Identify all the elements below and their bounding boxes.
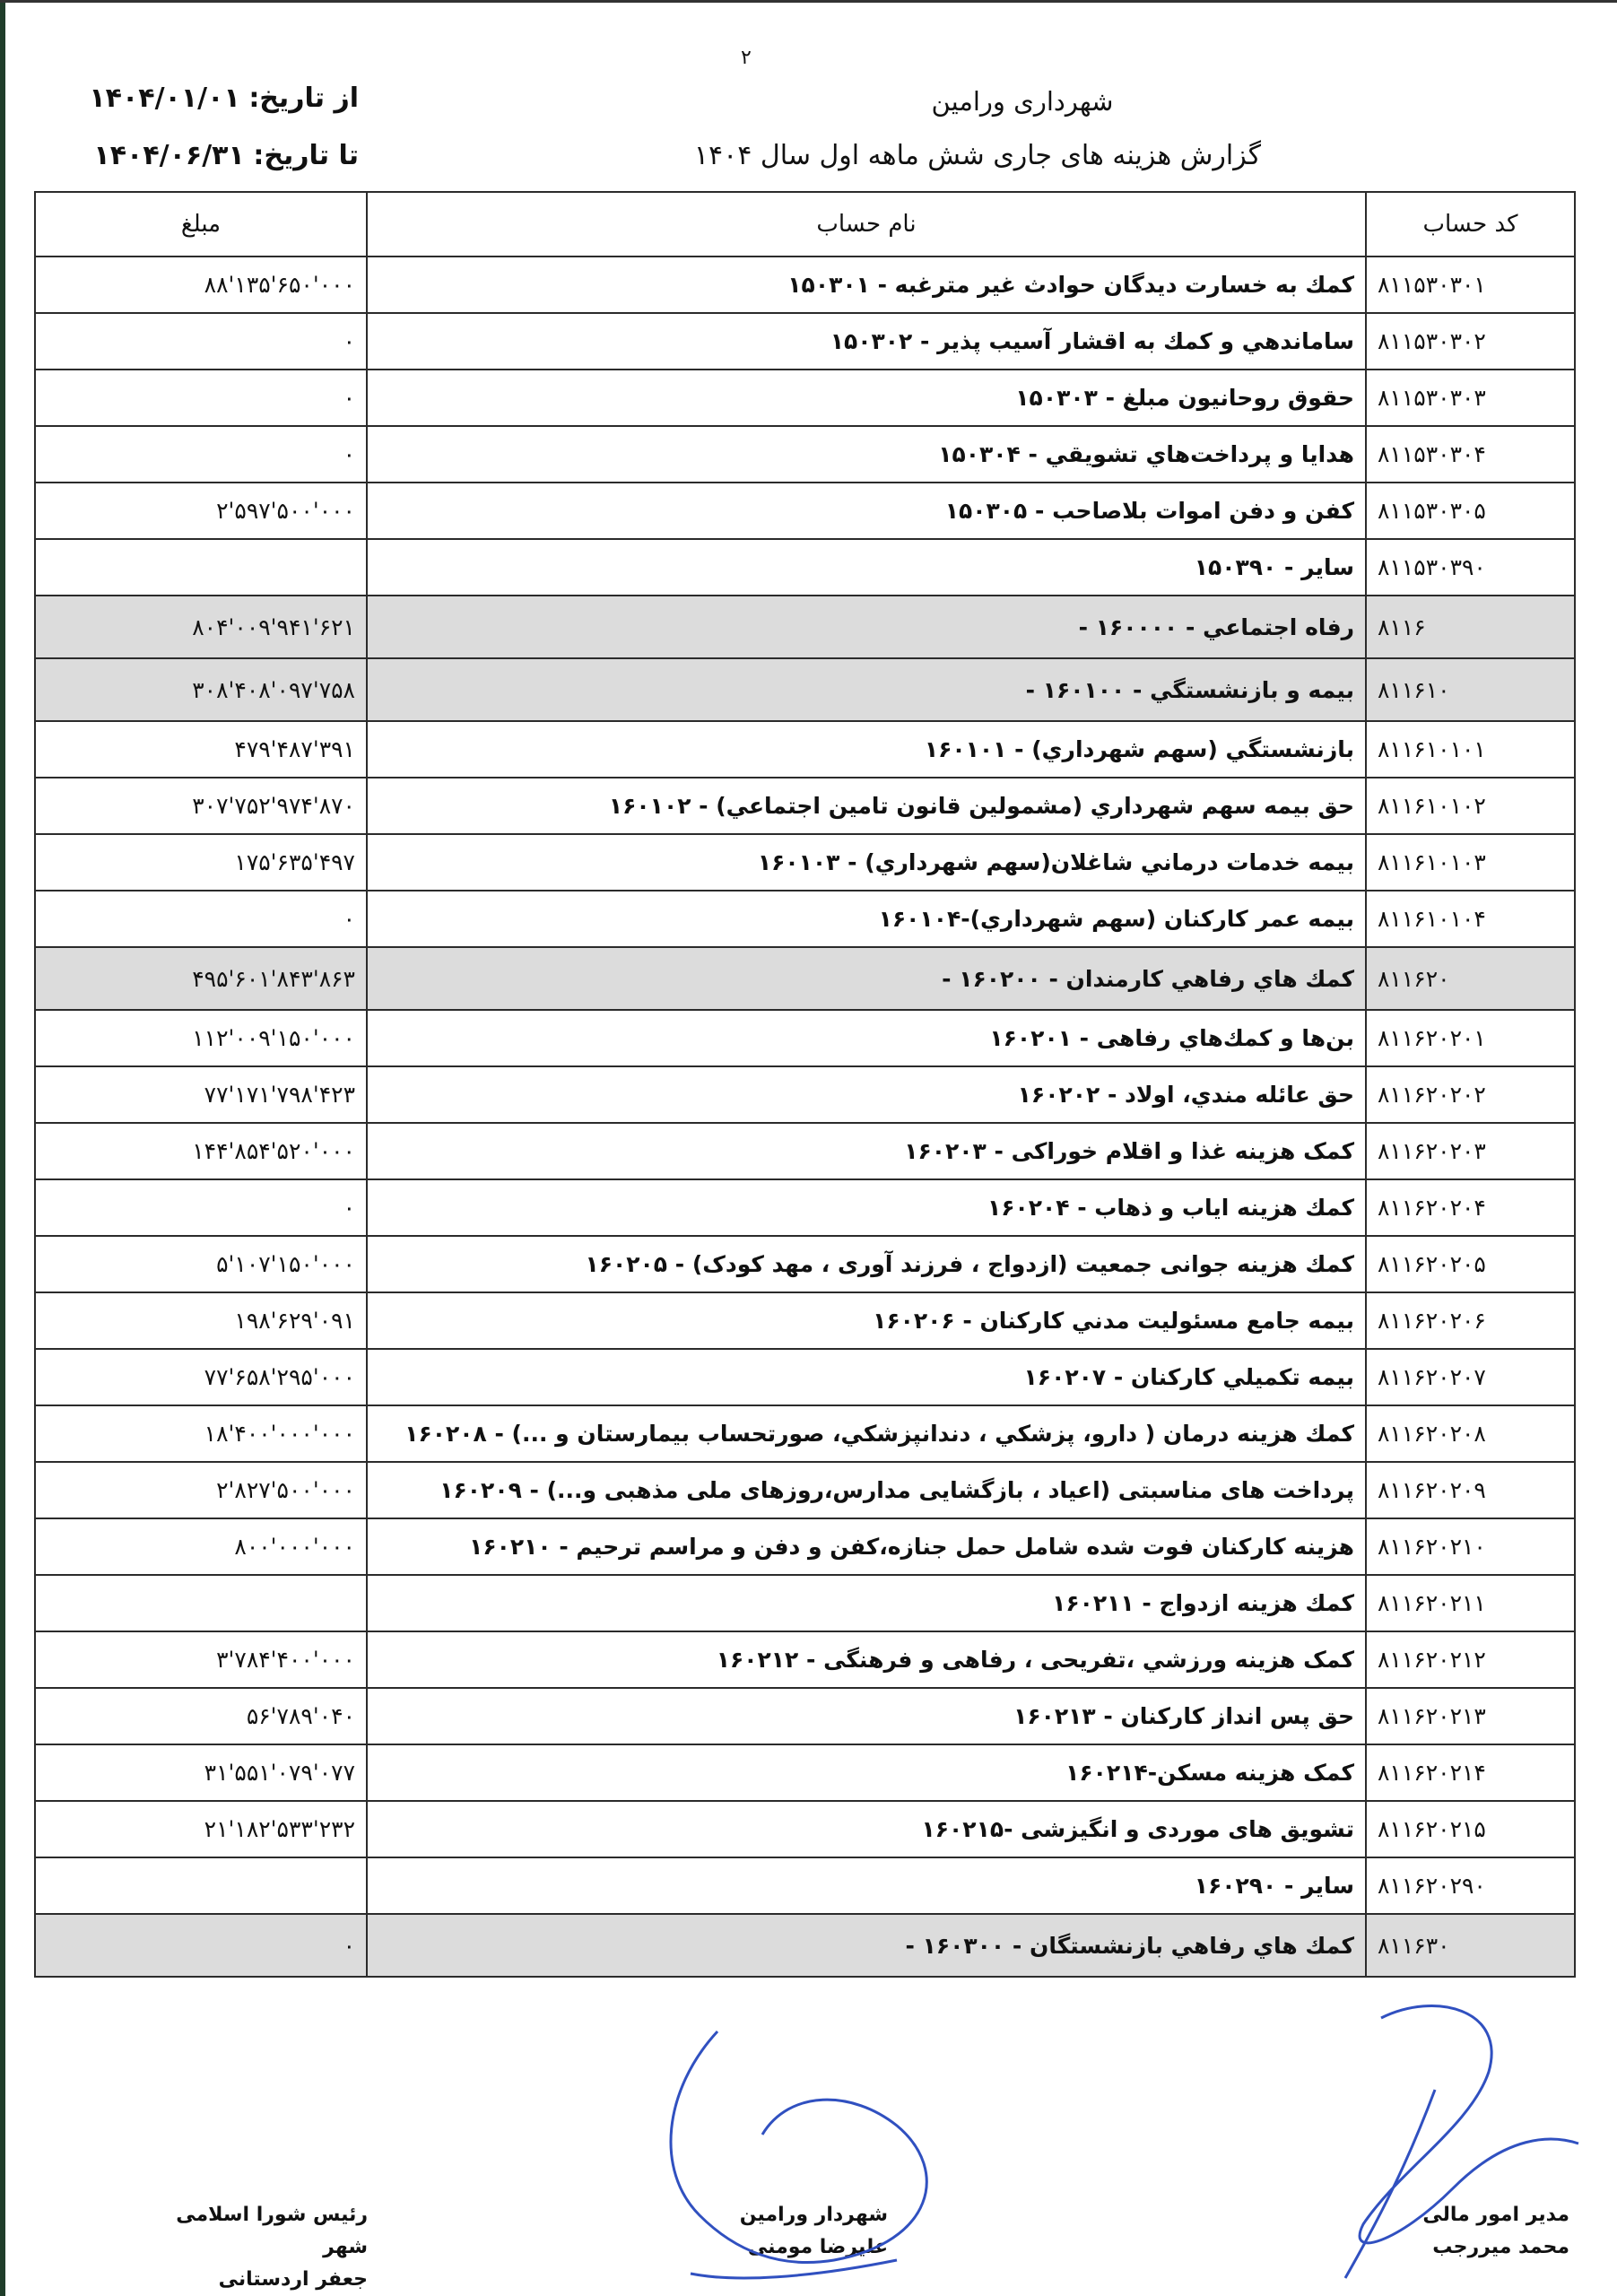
signatory-finance-manager <box>1363 2199 1569 2264</box>
amount-cell: ۵۶'۷۸۹'۰۴۰ <box>35 1688 367 1744</box>
account-name-cell: کمك به خسارت ديدگان حوادث غير مترغبه - ۱۵۰۳۰۱ <box>367 257 1366 313</box>
amount-cell: ۳'۷۸۴'۴۰۰'۰۰۰ <box>35 1631 367 1688</box>
table-row <box>35 1631 1575 1688</box>
account-code-cell: ۸۱۱۵۳۰۳۰۵ <box>1366 483 1575 539</box>
amount-cell: ۰ <box>35 1914 367 1977</box>
account-name-cell: كمك هزينه اياب و ذهاب - ۱۶۰۲۰۴ <box>367 1179 1366 1236</box>
signatory-name: محمد ميررجب <box>1432 2236 1569 2258</box>
account-code-cell: ۸۱۱۶۱۰۱۰۲ <box>1366 778 1575 834</box>
account-code-cell: ۸۱۱۶۲۰۲۰۷ <box>1366 1349 1575 1405</box>
table-row <box>35 1066 1575 1123</box>
table-summary-row <box>35 658 1575 721</box>
account-code-cell: ۸۱۱۶۲۰۲۰۵ <box>1366 1236 1575 1292</box>
account-code-cell: ۸۱۱۶۲۰۲۱۲ <box>1366 1631 1575 1688</box>
table-summary-row <box>35 1914 1575 1977</box>
date-from-value: ۱۴۰۴/۰۱/۰۱ <box>89 83 240 114</box>
signatory-name: عليرضا مومنی <box>747 2236 888 2258</box>
account-code-cell: ۸۱۱۵۳۰۳۰۳ <box>1366 370 1575 426</box>
account-name-cell: كمک هزينه مسكن-۱۶۰۲۱۴ <box>367 1744 1366 1801</box>
account-code-cell: ۸۱۱۶۲۰۲۱۳ <box>1366 1688 1575 1744</box>
amount-cell: ۸۸'۱۳۵'۶۵۰'۰۰۰ <box>35 257 367 313</box>
table-row <box>35 891 1575 947</box>
amount-cell: ۳۱'۵۵۱'۰۷۹'۰۷۷ <box>35 1744 367 1801</box>
account-code-cell: ۸۱۱۶۱۰۱۰۴ <box>1366 891 1575 947</box>
amount-cell: ۱۴۴'۸۵۴'۵۲۰'۰۰۰ <box>35 1123 367 1179</box>
account-name-cell: كمك هاي رفاهي كارمندان - ۱۶۰۲۰۰ - <box>367 947 1366 1010</box>
signatory-role: رئيس شورا اسلامی شهر <box>176 2204 368 2258</box>
account-name-cell: بيمه و بازنشستگي - ۱۶۰۱۰۰ - <box>367 658 1366 721</box>
account-code-cell: ۸۱۱۶۲۰۲۰۸ <box>1366 1405 1575 1462</box>
account-name-cell: كمک هزينه غذا و اقلام خوراکی - ۱۶۰۲۰۳ <box>367 1123 1366 1179</box>
account-code-cell: ۸۱۱۶۲۰۲۱۴ <box>1366 1744 1575 1801</box>
table-row <box>35 1857 1575 1914</box>
amount-cell: ۱۹۸'۶۲۹'۰۹۱ <box>35 1292 367 1349</box>
account-code-cell: ۸۱۱۶۱۰۱۰۱ <box>1366 721 1575 778</box>
account-name-cell: حق عائله مندي، اولاد - ۱۶۰۲۰۲ <box>367 1066 1366 1123</box>
table-row <box>35 1518 1575 1575</box>
account-name-cell: بيمه خدمات درماني شاغلان(سهم شهرداري) - ۱۶۰۱۰۳ <box>367 834 1366 891</box>
table-row <box>35 1292 1575 1349</box>
account-code-cell: ۸۱۱۶۲۰۲۰۴ <box>1366 1179 1575 1236</box>
amount-cell: ۰ <box>35 1179 367 1236</box>
amount-cell: ۲'۵۹۷'۵۰۰'۰۰۰ <box>35 483 367 539</box>
account-name-cell: بن‌ها و كمك‌هاي رفاهی - ۱۶۰۲۰۱ <box>367 1010 1366 1066</box>
account-code-cell: ۸۱۱۶۲۰۲۰۹ <box>1366 1462 1575 1518</box>
account-code-cell: ۸۱۱۶۲۰۲۹۰ <box>1366 1857 1575 1914</box>
table-row <box>35 778 1575 834</box>
table-row <box>35 1575 1575 1631</box>
table-row <box>35 1236 1575 1292</box>
amount-cell: ۳۰۸'۴۰۸'۰۹۷'۷۵۸ <box>35 658 367 721</box>
account-code-cell: ۸۱۱۶۲۰۲۰۳ <box>1366 1123 1575 1179</box>
account-name-cell: پرداخت های مناسبتی (اعياد ، بازگشايی مدارس،روزهای ملی مذهبی و...) - ۱۶۰۲۰۹ <box>367 1462 1366 1518</box>
table-row <box>35 1349 1575 1405</box>
amount-cell: ۴۷۹'۴۸۷'۳۹۱ <box>35 721 367 778</box>
account-name-cell: ساير - ۱۶۰۲۹۰ <box>367 1857 1366 1914</box>
table-row <box>35 1462 1575 1518</box>
account-name-cell: كفن و دفن اموات بلاصاحب - ۱۵۰۳۰۵ <box>367 483 1366 539</box>
account-name-cell: كمك هاي رفاهي بازنشستگان - ۱۶۰۳۰۰ - <box>367 1914 1366 1977</box>
column-header-name: نام حساب <box>367 192 1366 257</box>
amount-cell: ۸۰۰'۰۰۰'۰۰۰ <box>35 1518 367 1575</box>
amount-cell: ۲'۸۲۷'۵۰۰'۰۰۰ <box>35 1462 367 1518</box>
column-header-code: کد حساب <box>1366 192 1575 257</box>
date-to-label: تا تاریخ: <box>253 140 359 171</box>
account-name-cell: ساماندهي و كمك به اقشار آسيب پذير - ۱۵۰۳۰۲ <box>367 313 1366 370</box>
amount-cell: ۴۹۵'۶۰۱'۸۴۳'۸۶۳ <box>35 947 367 1010</box>
table-row <box>35 1801 1575 1857</box>
date-from-label: از تاریخ: <box>248 83 359 114</box>
table-summary-row <box>35 596 1575 658</box>
amount-cell: ۰ <box>35 370 367 426</box>
signatory-role: مدير امور مالی <box>1422 2204 1569 2226</box>
account-code-cell: ۸۱۱۶ <box>1366 596 1575 658</box>
account-name-cell: بيمه عمر كاركنان (سهم شهرداري)-۱۶۰۱۰۴ <box>367 891 1366 947</box>
signatory-mayor <box>691 2199 888 2264</box>
table-body <box>35 257 1575 1977</box>
account-code-cell: ۸۱۱۶۲۰۲۰۲ <box>1366 1066 1575 1123</box>
account-name-cell: كمک هزينه ورزشي ،تفريحی ، رفاهی و فرهنگی - ۱۶۰۲۱۲ <box>367 1631 1366 1688</box>
signatory-name: جعفر اردستانی <box>218 2268 368 2291</box>
table-row <box>35 257 1575 313</box>
date-from <box>63 83 359 114</box>
account-code-cell: ۸۱۱۶۱۰۱۰۳ <box>1366 834 1575 891</box>
table-row <box>35 721 1575 778</box>
account-name-cell: بيمه تكميلي كاركنان - ۱۶۰۲۰۷ <box>367 1349 1366 1405</box>
account-name-cell: كمك هزينه جوانی جمعيت (ازدواج ، فرزند آوری ، مهد كودک) - ۱۶۰۲۰۵ <box>367 1236 1366 1292</box>
account-code-cell: ۸۱۱۶۲۰۲۱۱ <box>1366 1575 1575 1631</box>
account-code-cell: ۸۱۱۵۳۰۳۰۲ <box>1366 313 1575 370</box>
amount-cell: ۰ <box>35 313 367 370</box>
scan-top-edge <box>0 0 1617 3</box>
column-header-amount: مبلغ <box>35 192 367 257</box>
amount-cell: ۵'۱۰۷'۱۵۰'۰۰۰ <box>35 1236 367 1292</box>
table-row <box>35 1744 1575 1801</box>
table-row <box>35 1123 1575 1179</box>
account-code-cell: ۸۱۱۶۳۰ <box>1366 1914 1575 1977</box>
page-number: ۲ <box>741 47 752 69</box>
account-name-cell: بازنشستگي (سهم شهرداري) - ۱۶۰۱۰۱ <box>367 721 1366 778</box>
account-code-cell: ۸۱۱۵۳۰۳۰۴ <box>1366 426 1575 483</box>
account-code-cell: ۸۱۱۵۳۰۳۰۱ <box>1366 257 1575 313</box>
account-name-cell: هدايا و پرداخت‌هاي تشويقي - ۱۵۰۳۰۴ <box>367 426 1366 483</box>
account-name-cell: حقوق روحانيون مبلغ - ۱۵۰۳۰۳ <box>367 370 1366 426</box>
amount-cell <box>35 1575 367 1631</box>
table-row <box>35 1179 1575 1236</box>
amount-cell: ۲۱'۱۸۲'۵۳۳'۲۳۲ <box>35 1801 367 1857</box>
amount-cell <box>35 1857 367 1914</box>
table-row <box>35 313 1575 370</box>
account-code-cell: ۸۱۱۶۱۰ <box>1366 658 1575 721</box>
account-name-cell: رفاه اجتماعي - ۱۶۰۰۰۰ - <box>367 596 1366 658</box>
account-code-cell: ۸۱۱۶۲۰۲۰۶ <box>1366 1292 1575 1349</box>
account-code-cell: ۸۱۱۶۲۰۲۰۱ <box>1366 1010 1575 1066</box>
account-name-cell: كمك هزينه ازدواج - ۱۶۰۲۱۱ <box>367 1575 1366 1631</box>
account-name-cell: كمك هزينه درمان ( دارو، پزشكي ، دندانپزشكي، صورتحساب بيمارستان و ...) - ۱۶۰۲۰۸ <box>367 1405 1366 1462</box>
signatory-role: شهردار ورامين <box>739 2204 888 2226</box>
account-code-cell: ۸۱۱۶۲۰۲۱۰ <box>1366 1518 1575 1575</box>
amount-cell: ۸۰۴'۰۰۹'۹۴۱'۶۲۱ <box>35 596 367 658</box>
account-code-cell: ۸۱۱۶۲۰ <box>1366 947 1575 1010</box>
table-row <box>35 426 1575 483</box>
table-row <box>35 539 1575 596</box>
amount-cell: ۷۷'۱۷۱'۷۹۸'۴۲۳ <box>35 1066 367 1123</box>
table-header-row <box>35 192 1575 257</box>
date-to <box>63 140 359 171</box>
amount-cell: ۱۷۵'۶۳۵'۴۹۷ <box>35 834 367 891</box>
account-name-cell: بيمه جامع مسئوليت مدني كاركنان - ۱۶۰۲۰۶ <box>367 1292 1366 1349</box>
account-name-cell: هزينه كاركنان فوت شده شامل حمل جنازه،كفن و دفن و مراسم ترحيم - ۱۶۰۲۱۰ <box>367 1518 1366 1575</box>
report-title: گزارش هزینه های جاری شش ماهه اول سال ۱۴۰۴ <box>693 140 1262 171</box>
table-row <box>35 1010 1575 1066</box>
organization-title: شهرداری ورامین <box>931 86 1114 117</box>
account-code-cell: ۸۱۱۶۲۰۲۱۵ <box>1366 1801 1575 1857</box>
signatory-council-head <box>135 2199 368 2296</box>
account-name-cell: حق پس انداز كاركنان - ۱۶۰۲۱۳ <box>367 1688 1366 1744</box>
account-name-cell: حق بيمه سهم شهرداري (مشمولين قانون تامين اجتماعي) - ۱۶۰۱۰۲ <box>367 778 1366 834</box>
amount-cell <box>35 539 367 596</box>
table-row <box>35 1688 1575 1744</box>
amount-cell: ۷۷'۶۵۸'۲۹۵'۰۰۰ <box>35 1349 367 1405</box>
account-code-cell: ۸۱۱۵۳۰۳۹۰ <box>1366 539 1575 596</box>
account-name-cell: تشويق های موردی و انگيزشی -۱۶۰۲۱۵ <box>367 1801 1366 1857</box>
account-name-cell: ساير - ۱۵۰۳۹۰ <box>367 539 1366 596</box>
amount-cell: ۰ <box>35 891 367 947</box>
expense-table <box>34 191 1576 1978</box>
date-to-value: ۱۴۰۴/۰۶/۳۱ <box>93 140 245 171</box>
amount-cell: ۱۸'۴۰۰'۰۰۰'۰۰۰ <box>35 1405 367 1462</box>
table-row <box>35 483 1575 539</box>
amount-cell: ۰ <box>35 426 367 483</box>
scan-edge <box>0 0 5 2296</box>
amount-cell: ۳۰۷'۷۵۲'۹۷۴'۸۷۰ <box>35 778 367 834</box>
table-row <box>35 834 1575 891</box>
table-row <box>35 1405 1575 1462</box>
table-row <box>35 370 1575 426</box>
table-summary-row <box>35 947 1575 1010</box>
amount-cell: ۱۱۲'۰۰۹'۱۵۰'۰۰۰ <box>35 1010 367 1066</box>
